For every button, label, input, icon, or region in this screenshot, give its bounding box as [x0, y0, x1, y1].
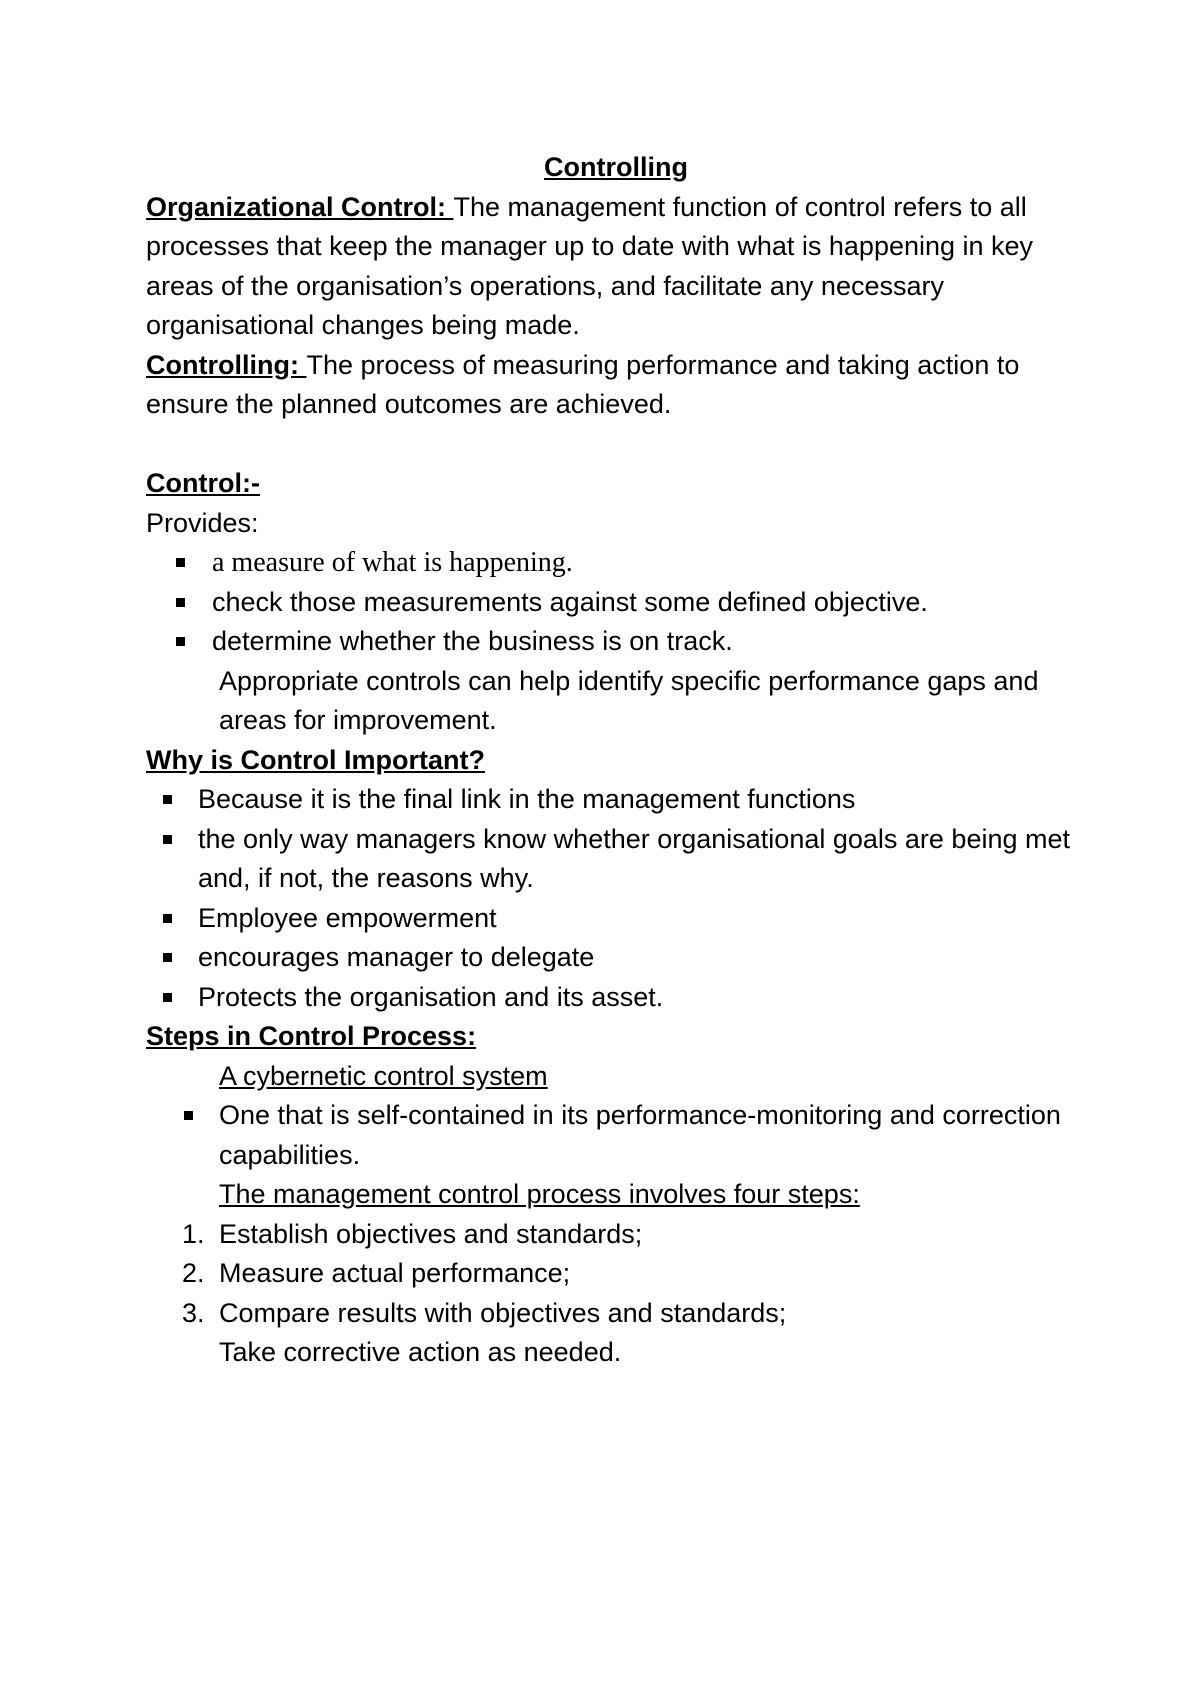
list-item-text: Protects the organisation and its asset. — [198, 981, 664, 1012]
square-bullet-icon — [176, 598, 185, 607]
square-bullet-icon — [184, 1111, 193, 1120]
blank-line — [146, 425, 1086, 465]
square-bullet-icon — [163, 835, 172, 844]
list-item-text: One that is self-contained in its performance-monitoring and correction capabilities. — [219, 1100, 1061, 1170]
org-control-label: Organizational Control: — [146, 191, 454, 222]
step-item — [146, 1254, 1086, 1294]
cybernetic-subheading: A cybernetic control system — [219, 1060, 548, 1091]
square-bullet-icon — [176, 558, 185, 567]
list-item-text: encourages manager to delegate — [198, 942, 595, 972]
document-content — [146, 148, 1086, 1373]
controlling-text: The process of measuring performance and taking action to ensure the planned outcomes are achieved. — [146, 349, 1020, 419]
control-heading: Control:- — [146, 468, 260, 498]
step-text: Establish objectives and standards; — [219, 1218, 643, 1249]
step-text: Measure actual performance; — [219, 1258, 571, 1288]
list-item — [146, 1096, 1086, 1175]
list-item — [146, 543, 1086, 583]
square-bullet-icon — [176, 637, 185, 646]
square-bullet-icon — [163, 993, 172, 1002]
list-item — [146, 583, 1086, 623]
provides-list — [146, 543, 1086, 662]
list-item — [146, 978, 1086, 1018]
step-item — [146, 1215, 1086, 1255]
list-item-text: Because it is the final link in the management functions — [198, 784, 856, 814]
steps-list — [146, 1215, 1086, 1334]
square-bullet-icon — [163, 914, 172, 923]
step-number: 2. — [182, 1258, 205, 1288]
list-item-text: check those measurements against some defined objective. — [212, 586, 928, 617]
list-item — [146, 622, 1086, 662]
list-item — [146, 780, 1086, 820]
list-item-text: determine whether the business is on track. — [212, 626, 733, 656]
controlling-label: Controlling: — [146, 349, 307, 380]
list-item — [146, 938, 1086, 978]
step-text: Compare results with objectives and standards; — [219, 1297, 787, 1328]
org-control-text: The management function of control refers to all processes that keep the manager up to date with what is happening in key areas of the organisation’s operations, and facilitate any necessary organisational changes being made. — [146, 191, 1034, 340]
list-item — [146, 899, 1086, 939]
step-number: 1. — [182, 1218, 205, 1249]
process-subheading: The management control process involves four steps: — [219, 1179, 860, 1209]
org-control-paragraph — [146, 188, 1086, 346]
steps-heading: Steps in Control Process: — [146, 1021, 477, 1051]
document-title: Controlling — [544, 152, 688, 182]
list-item-text: the only way managers know whether organisational goals are being met and, if not, the reasons why. — [198, 823, 1071, 893]
cybernetic-list — [146, 1096, 1086, 1175]
controls-note: Appropriate controls can help identify specific performance gaps and areas for improvement. — [219, 665, 1039, 735]
step-item — [146, 1294, 1086, 1334]
square-bullet-icon — [163, 953, 172, 962]
why-list — [146, 780, 1086, 1017]
controlling-paragraph — [146, 346, 1086, 425]
why-heading: Why is Control Important? — [146, 744, 485, 775]
step-number: 3. — [182, 1297, 205, 1328]
last-step-text: Take corrective action as needed. — [219, 1337, 622, 1367]
list-item-text: a measure of what is happening. — [212, 547, 573, 578]
square-bullet-icon — [163, 795, 172, 804]
list-item — [146, 820, 1086, 899]
provides-label: Provides: — [146, 507, 259, 538]
list-item-text: Employee empowerment — [198, 902, 497, 933]
